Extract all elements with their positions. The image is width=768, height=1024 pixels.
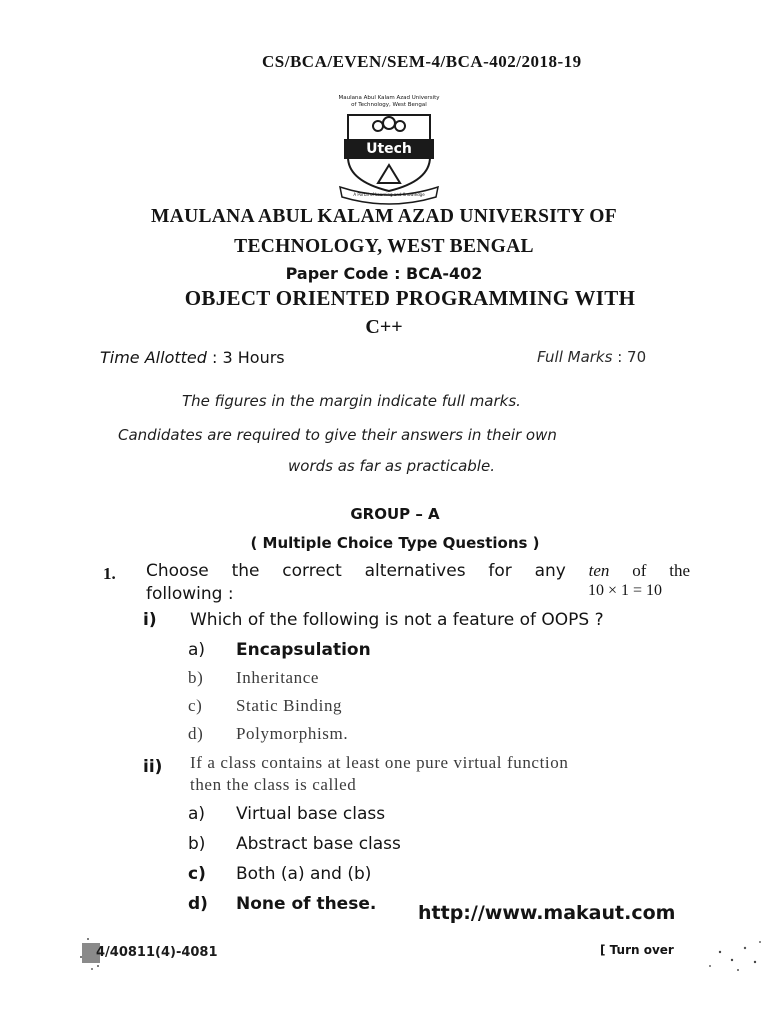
instruction-word: the xyxy=(231,561,260,581)
paper-id: CS/BCA/EVEN/SEM-4/BCA-402/2018-19 xyxy=(262,52,582,71)
option-label: b) xyxy=(188,668,204,687)
university-name-line1: MAULANA ABUL KALAM AZAD UNIVERSITY OF xyxy=(151,206,617,227)
option-label: a) xyxy=(188,804,206,824)
subject-title-line1: OBJECT ORIENTED PROGRAMMING WITH xyxy=(184,286,636,310)
instruction-word: for xyxy=(488,561,512,581)
footer-code: 4/40811(4)-4081 xyxy=(96,945,218,960)
instruction-word: alternatives xyxy=(364,561,466,581)
option-text: Static Binding xyxy=(236,696,343,715)
option-text: Inheritance xyxy=(236,668,320,687)
option-text: Abstract base class xyxy=(236,834,401,854)
option-text: Encapsulation xyxy=(236,640,371,660)
question-marks: 10 × 1 = 10 xyxy=(588,582,663,599)
option-label: d) xyxy=(188,724,204,743)
university-name-line2: TECHNOLOGY, WEST BENGAL xyxy=(234,236,534,257)
option-label: c) xyxy=(188,696,203,715)
website-url[interactable]: http://www.makaut.com xyxy=(418,902,676,924)
option-label: b) xyxy=(188,834,206,854)
instruction-word: the xyxy=(669,561,690,580)
question-instruction-line2: following : xyxy=(146,584,234,604)
subquestion-number: ii) xyxy=(143,757,163,777)
university-logo xyxy=(318,93,460,205)
option-text: Polymorphism. xyxy=(236,724,349,743)
option-label: d) xyxy=(188,894,208,914)
question-number: 1. xyxy=(103,564,116,583)
instruction-word: Choose xyxy=(146,561,209,581)
instruction-line2: Candidates are required to give their answers in their own xyxy=(118,426,557,444)
option-text: Virtual base class xyxy=(236,804,386,824)
logo-top-text-1: Maulana Abul Kalam Azad University xyxy=(338,95,440,101)
question-instruction-line1 xyxy=(146,561,690,581)
subquestion-text-line2: then the class is called xyxy=(190,775,357,794)
instruction-word: any xyxy=(534,561,566,581)
group-heading: GROUP – A xyxy=(350,505,440,523)
time-value: : 3 Hours xyxy=(212,348,285,367)
subquestion-text-line1: If a class contains at least one pure virtual function xyxy=(190,753,569,772)
instruction-word: of xyxy=(632,561,647,580)
option-text: None of these. xyxy=(236,894,377,914)
option-label: c) xyxy=(188,864,206,884)
logo-motto: A Portal of Learning and Knowledge xyxy=(353,192,425,197)
instruction-line1: The figures in the margin indicate full marks. xyxy=(182,392,521,410)
full-marks xyxy=(537,348,646,366)
logo-brand: Utech xyxy=(366,141,412,157)
subject-title-line2: C++ xyxy=(365,316,403,338)
instruction-line3: words as far as practicable. xyxy=(288,457,495,475)
option-label: a) xyxy=(188,640,206,660)
marks-label: Full Marks xyxy=(537,348,613,366)
turn-over-label: [ Turn over xyxy=(600,943,674,957)
question-type-heading: ( Multiple Choice Type Questions ) xyxy=(250,534,540,552)
time-label: Time Allotted xyxy=(100,348,207,367)
marks-value: : 70 xyxy=(617,348,647,366)
option-text: Both (a) and (b) xyxy=(236,864,372,884)
instruction-word: correct xyxy=(282,561,342,581)
instruction-word: ten xyxy=(588,561,610,580)
subquestion-text: Which of the following is not a feature of OOPS ? xyxy=(190,610,604,630)
logo-top-text-2: of Technology, West Bengal xyxy=(351,102,427,108)
paper-code: Paper Code : BCA-402 xyxy=(285,264,483,283)
subquestion-number: i) xyxy=(143,610,157,630)
time-allotted xyxy=(100,348,285,367)
